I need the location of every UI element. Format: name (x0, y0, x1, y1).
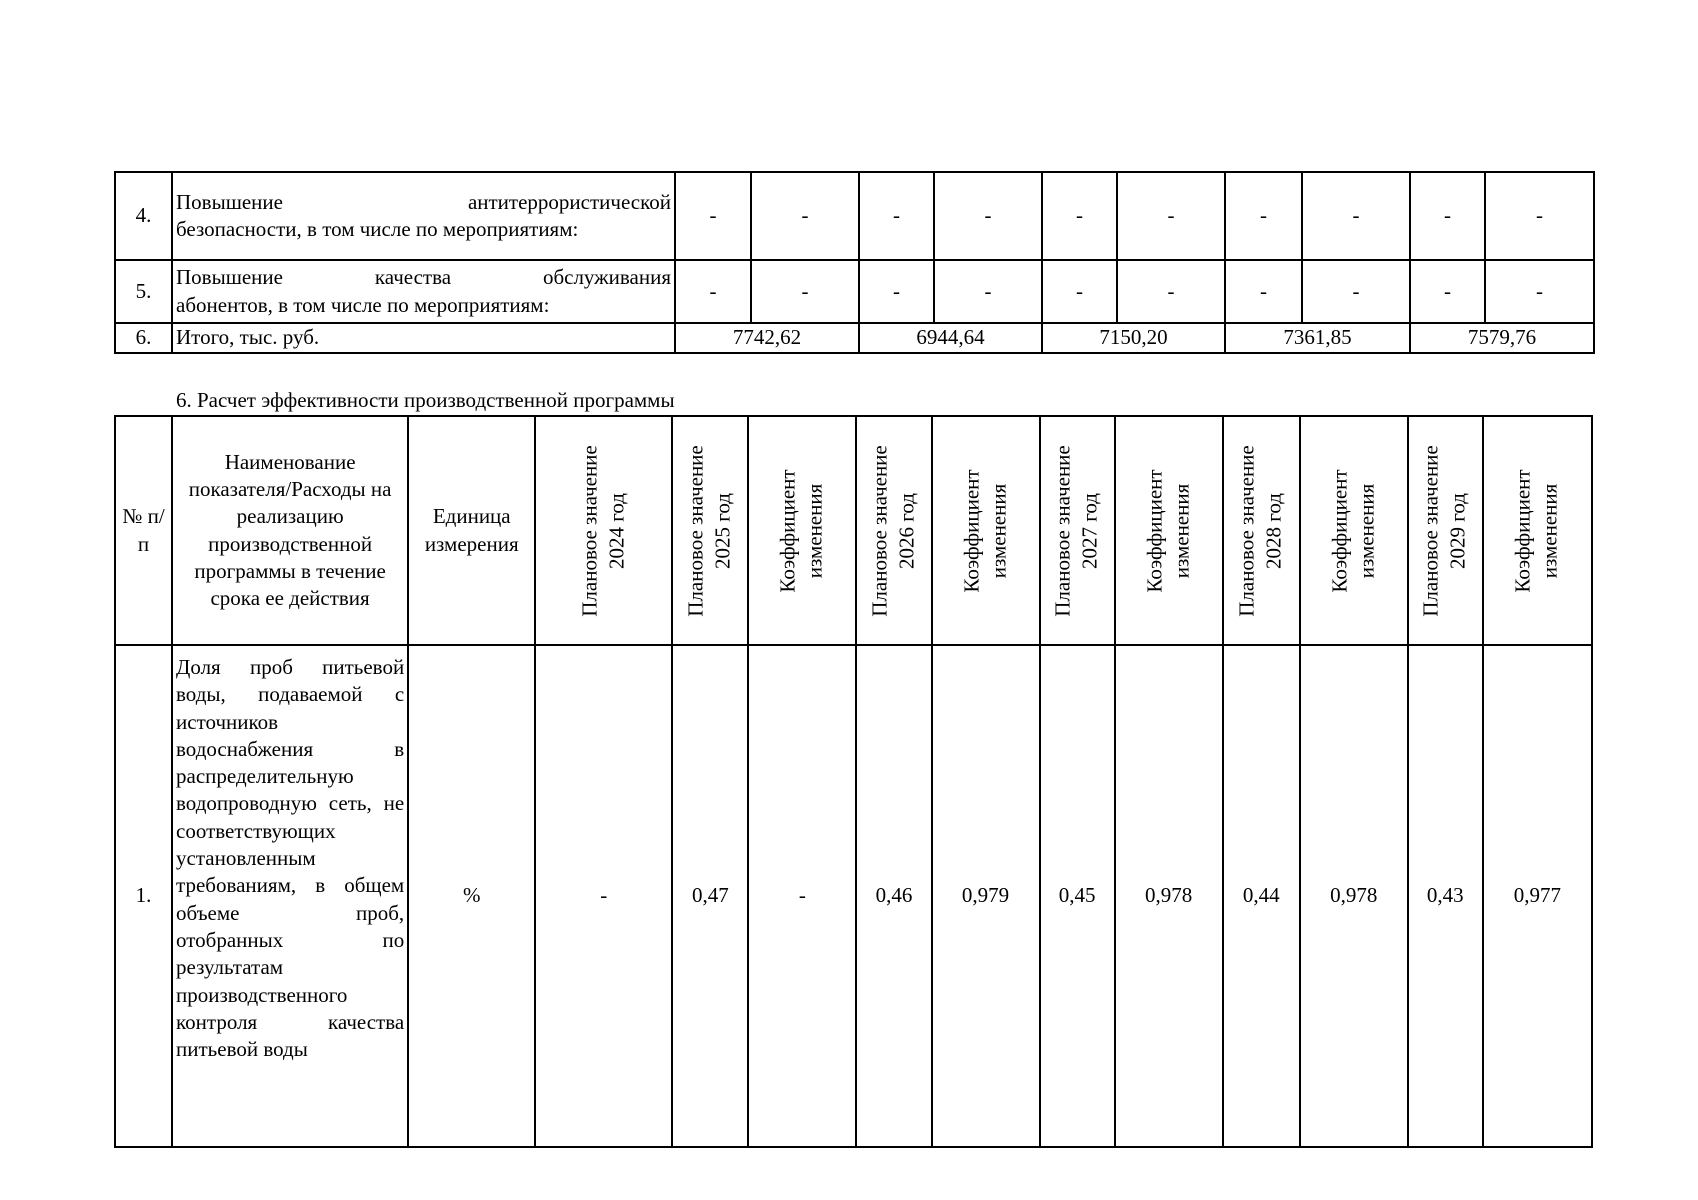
total-value: 7150,20 (1042, 323, 1225, 353)
header-plan-2027: Плановое значение 2027 год (1040, 416, 1115, 645)
cell-value: - (1302, 260, 1410, 323)
plan-2028-value: 0,44 (1223, 645, 1300, 1147)
row-name (172, 172, 675, 260)
top-table (114, 171, 1595, 354)
coef-2029-value: 0,977 (1483, 645, 1592, 1147)
plan-2027-value: 0,45 (1040, 645, 1115, 1147)
table-row (115, 260, 1594, 323)
header-row (115, 416, 1592, 645)
cell-value: - (1410, 260, 1485, 323)
cell-value: - (859, 172, 934, 260)
cell-value: - (751, 172, 859, 260)
header-plan-2029: Плановое значение 2029 год (1408, 416, 1483, 645)
efficiency-table (114, 415, 1593, 1148)
indicator-name: Доля проб питьевой воды, подаваемой с источников водоснабжения в распределительную водопроводную сеть, не соответствующих установленным требованиям, в общем объеме проб, отобранных по результатам производственного контроля качества питьевой воды (172, 645, 408, 1147)
plan-2029-value: 0,43 (1408, 645, 1483, 1147)
table-row (115, 645, 1592, 1147)
cell-value: - (1225, 260, 1302, 323)
cell-value: - (675, 172, 751, 260)
plan-2025-value: 0,47 (672, 645, 748, 1147)
header-plan-2028: Плановое значение 2028 год (1223, 416, 1300, 645)
cell-value: - (1410, 172, 1485, 260)
cell-value: - (1117, 260, 1225, 323)
row-name (172, 260, 675, 323)
coef-2028-value: 0,978 (1300, 645, 1408, 1147)
header-plan-2024: Плановое значение 2024 год (535, 416, 672, 645)
plan-2024-value: - (535, 645, 672, 1147)
row-number: 4. (115, 172, 172, 260)
row-name-line2: абонентов, в том числе по мероприятиям: (176, 292, 550, 317)
header-coef-2029: Коэффициент изменения (1483, 416, 1592, 645)
total-row (115, 323, 1594, 353)
unit-value: % (408, 645, 535, 1147)
header-coef-2026: Коэффициент изменения (932, 416, 1040, 645)
cell-value: - (934, 172, 1042, 260)
header-unit: Единица измерения (408, 416, 535, 645)
total-value: 7742,62 (675, 323, 859, 353)
row-number: 6. (115, 323, 172, 353)
cell-value: - (1302, 172, 1410, 260)
cell-value: - (751, 260, 859, 323)
row-name-line1: Повышение качества обслуживания (176, 265, 671, 290)
header-coef-2027: Коэффициент изменения (1115, 416, 1223, 645)
cell-value: - (675, 260, 751, 323)
row-number: 5. (115, 260, 172, 323)
coef-2027-value: 0,978 (1115, 645, 1223, 1147)
table-row (115, 172, 1594, 260)
row-name-line2: безопасности, в том числе по мероприятиям: (176, 217, 579, 241)
total-value: 7361,85 (1225, 323, 1410, 353)
cell-value: - (1485, 260, 1594, 323)
cell-value: - (934, 260, 1042, 323)
cell-value: - (1225, 172, 1302, 260)
coef-2026-value: 0,979 (932, 645, 1040, 1147)
header-plan-2026: Плановое значение 2026 год (856, 416, 931, 645)
header-coef-2028: Коэффициент изменения (1300, 416, 1408, 645)
row-name: Итого, тыс. руб. (172, 323, 675, 353)
row-number: 1. (115, 645, 172, 1147)
coef-2025-value: - (748, 645, 856, 1147)
cell-value: - (1042, 172, 1117, 260)
total-value: 6944,64 (859, 323, 1042, 353)
row-name-line1: Повышение антитеррористической (176, 189, 671, 214)
header-name: Наименование показателя/Расходы на реализацию производственной программы в течение срока ее действия (172, 416, 408, 645)
header-coef-2025: Коэффициент изменения (748, 416, 856, 645)
cell-value: - (1042, 260, 1117, 323)
total-value: 7579,76 (1410, 323, 1594, 353)
section-title: 6. Расчет эффективности производственной программы (176, 388, 675, 412)
cell-value: - (1117, 172, 1225, 260)
plan-2026-value: 0,46 (856, 645, 931, 1147)
cell-value: - (1485, 172, 1594, 260)
cell-value: - (859, 260, 934, 323)
header-plan-2025: Плановое значение 2025 год (672, 416, 748, 645)
header-num: № п/п (115, 416, 172, 645)
